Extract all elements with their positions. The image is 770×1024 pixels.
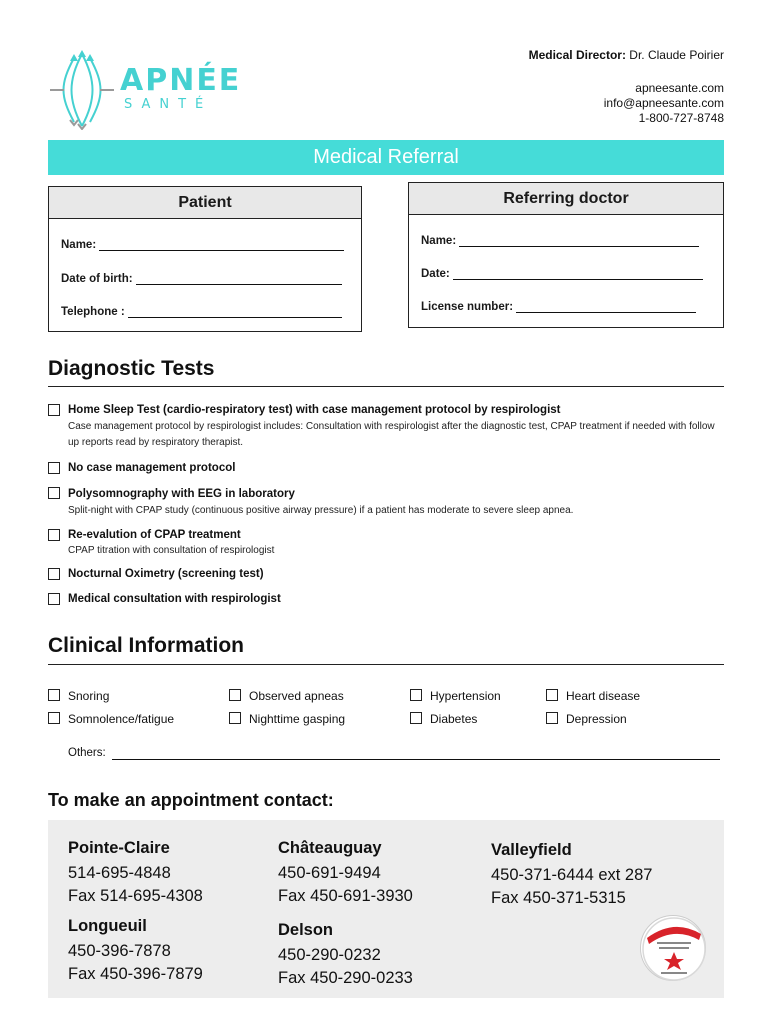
patient-dob-field[interactable]: [61, 273, 342, 285]
option-description: Case management protocol by respirologist includes: Consultation with respirologist after the diagnostic test, CPAP treatment if needed with follow up reports read by respiratory therapist.: [68, 421, 715, 448]
doctor-license-label: License number:: [421, 301, 514, 313]
checkbox-depression[interactable]: [546, 712, 558, 724]
location-valleyfield: [491, 839, 652, 910]
option-label: Observed apneas: [249, 689, 344, 703]
divider: [48, 386, 724, 387]
option-label: Diabetes: [430, 712, 478, 726]
airway-arrows-icon: [48, 50, 116, 130]
patient-box: [48, 186, 362, 332]
patient-heading: Patient: [49, 187, 361, 219]
location-city: Châteauguay: [278, 839, 382, 857]
location-fax: Fax 514-695-4308: [68, 887, 203, 905]
option-label: No case management protocol: [68, 462, 236, 474]
checkbox-nocturnal-oximetry[interactable]: [48, 568, 60, 580]
checkbox-nighttime-gasping[interactable]: [229, 712, 241, 724]
clinical-title: Clinical Information: [48, 634, 245, 657]
patient-dob-label: Date of birth:: [61, 273, 133, 285]
option-label: Hypertension: [430, 689, 501, 703]
checkbox-polysomnography[interactable]: [48, 487, 60, 499]
appointment-title: To make an appointment contact:: [48, 790, 334, 810]
checkbox-diabetes[interactable]: [410, 712, 422, 724]
brand-subname: SANTÉ: [124, 97, 213, 112]
page-title: Medical Referral: [48, 140, 724, 175]
diagnostic-title: Diagnostic Tests: [48, 357, 215, 380]
doctor-heading: Referring doctor: [409, 183, 723, 215]
contact-block: [529, 48, 724, 126]
location-phone: 450-691-9494: [278, 864, 381, 882]
accreditation-seal-icon: [641, 916, 707, 982]
doctor-date-field[interactable]: [421, 268, 703, 280]
option-description: Split-night with CPAP study (continuous positive airway pressure) if a patient has moderate to severe sleep apnea.: [68, 505, 574, 516]
divider: [48, 664, 724, 665]
option-label: Depression: [566, 712, 627, 726]
location-fax: Fax 450-396-7879: [68, 965, 203, 983]
medical-director: [529, 48, 724, 63]
option-description: CPAP titration with consultation of respirologist: [68, 545, 275, 556]
location-city: Delson: [278, 921, 334, 939]
location-delson: [278, 919, 413, 990]
location-city: Longueuil: [68, 917, 147, 935]
checkbox-observed-apneas[interactable]: [229, 689, 241, 701]
location-phone: 450-371-6444 ext 287: [491, 866, 653, 884]
patient-name-field[interactable]: [61, 239, 344, 251]
location-phone: 450-396-7878: [68, 942, 171, 960]
option-label: Nocturnal Oximetry (screening test): [68, 568, 264, 580]
location-fax: Fax 450-371-5315: [491, 889, 626, 907]
checkbox-snoring[interactable]: [48, 689, 60, 701]
patient-phone-field[interactable]: [61, 306, 342, 318]
accreditation-seal: [640, 915, 706, 981]
option-label: Medical consultation with respirologist: [68, 593, 281, 605]
director-name: Dr. Claude Poirier: [625, 48, 724, 62]
checkbox-home-sleep-test[interactable]: [48, 404, 60, 416]
doctor-license-field[interactable]: [421, 301, 696, 313]
location-pointe-claire: [68, 837, 203, 908]
email-link[interactable]: info@apneesante.com: [603, 96, 724, 110]
location-phone: 514-695-4848: [68, 864, 171, 882]
phone-number: 1-800-727-8748: [638, 111, 724, 125]
doctor-name-label: Name:: [421, 235, 457, 247]
patient-name-label: Name:: [61, 239, 97, 251]
doctor-name-field[interactable]: [421, 235, 699, 247]
others-label: Others:: [68, 747, 106, 759]
option-label: Polysomnography with EEG in laboratory: [68, 488, 295, 500]
director-label: Medical Director:: [528, 48, 626, 62]
location-city: Valleyfield: [491, 841, 572, 859]
location-phone: 450-290-0232: [278, 946, 381, 964]
location-longueuil: [68, 915, 203, 986]
others-field[interactable]: [112, 759, 720, 760]
checkbox-heart-disease[interactable]: [546, 689, 558, 701]
doctor-box: [408, 182, 724, 328]
location-chateauguay: [278, 837, 413, 908]
option-label: Heart disease: [566, 689, 641, 703]
doctor-date-label: Date:: [421, 268, 450, 280]
option-label: Snoring: [68, 689, 110, 703]
option-label: Re-evalution of CPAP treatment: [68, 529, 241, 541]
brand-name: APNÉE: [120, 63, 242, 98]
location-city: Pointe-Claire: [68, 839, 170, 857]
location-fax: Fax 450-691-3930: [278, 887, 413, 905]
option-label: Nighttime gasping: [249, 712, 346, 726]
checkbox-no-case-management[interactable]: [48, 462, 60, 474]
location-fax: Fax 450-290-0233: [278, 969, 413, 987]
option-label: Somnolence/fatigue: [68, 712, 175, 726]
checkbox-cpap-reevaluation[interactable]: [48, 529, 60, 541]
patient-phone-label: Telephone :: [61, 306, 125, 318]
option-label: Home Sleep Test (cardio-respiratory test) with case management protocol by respirologist: [68, 404, 561, 416]
brand-logo: [48, 50, 242, 130]
checkbox-somnolence-fatigue[interactable]: [48, 712, 60, 724]
checkbox-medical-consultation[interactable]: [48, 593, 60, 605]
website-link[interactable]: apneesante.com: [635, 81, 724, 95]
checkbox-hypertension[interactable]: [410, 689, 422, 701]
